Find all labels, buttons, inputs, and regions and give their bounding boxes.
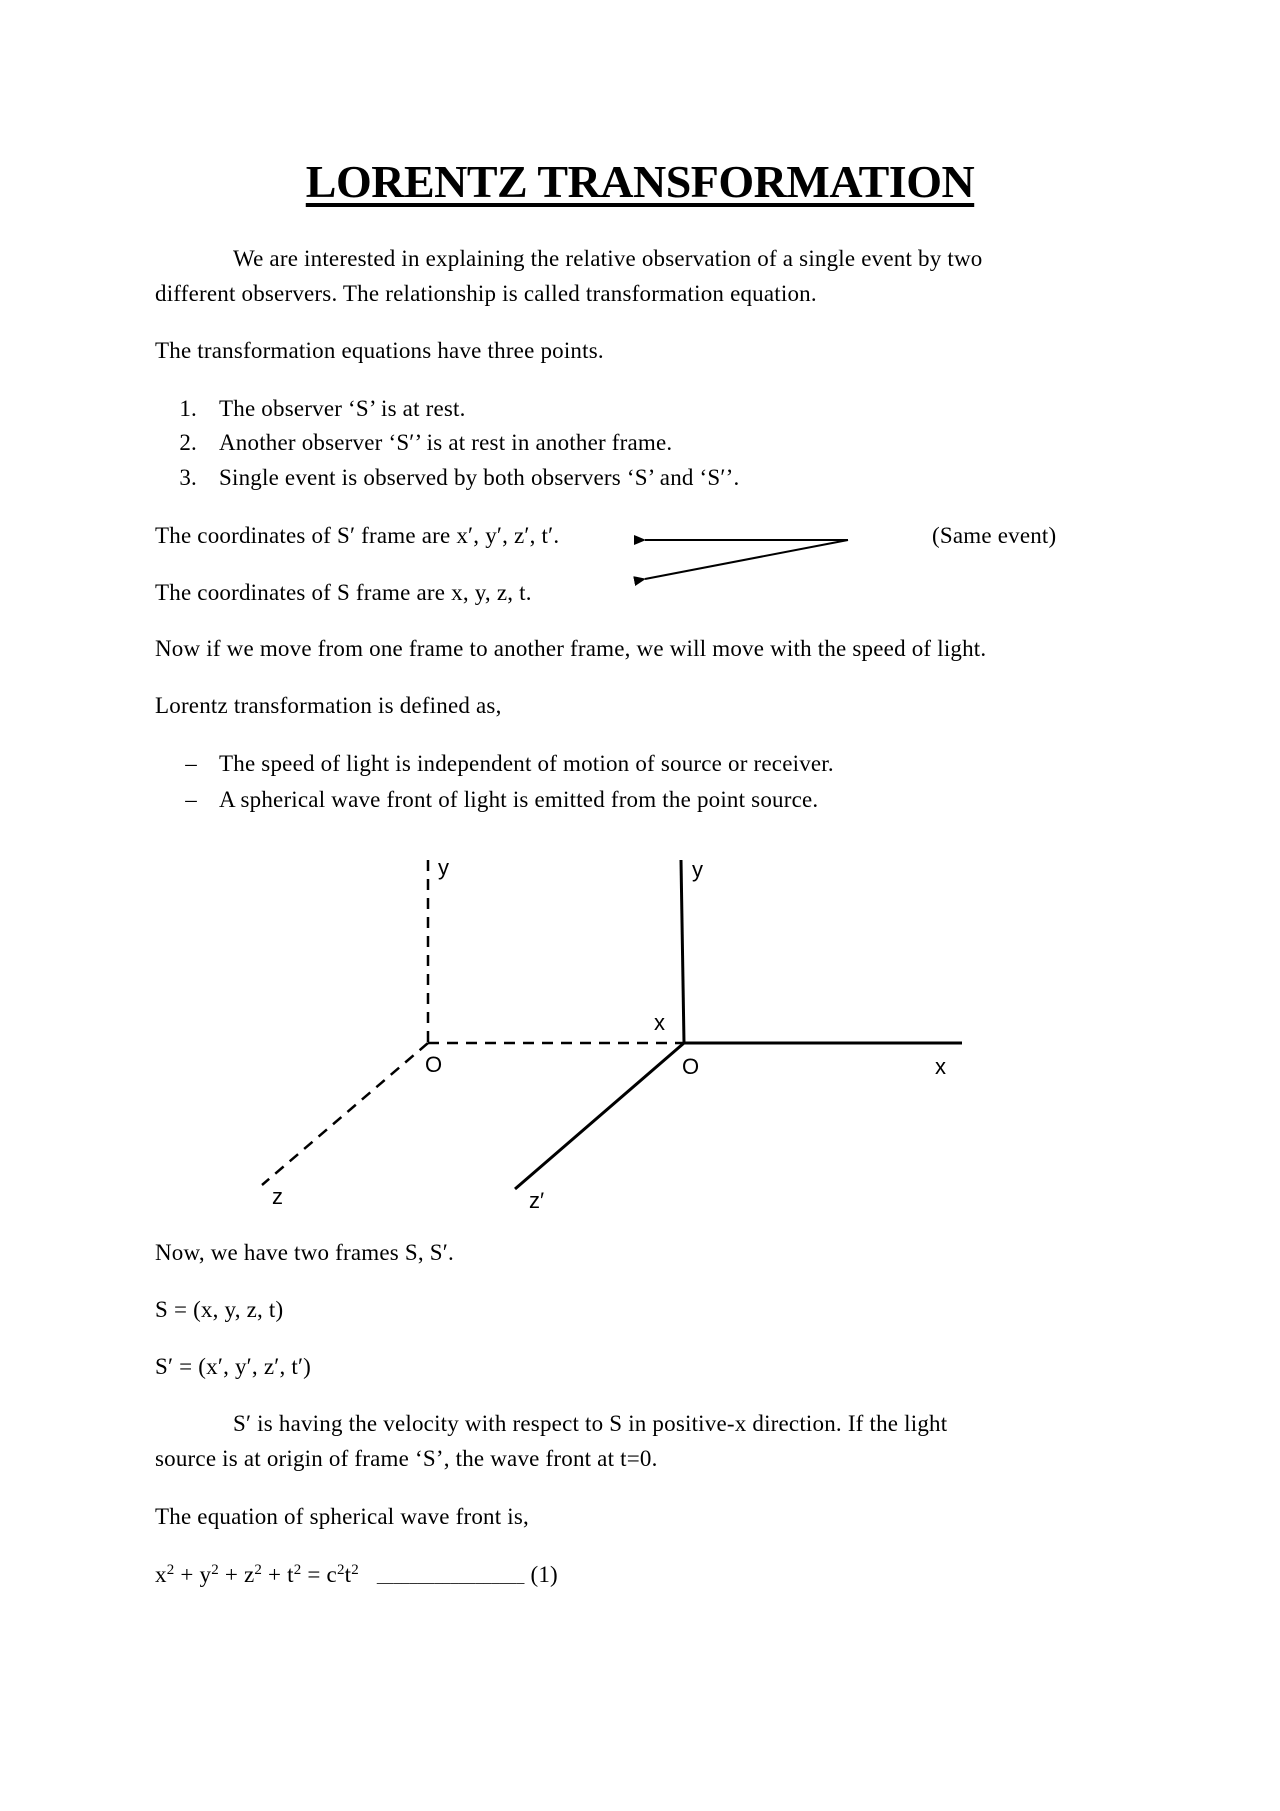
eq-t: t <box>344 1562 352 1587</box>
eq-equals: = <box>307 1562 321 1587</box>
wave-equation <box>155 1558 558 1595</box>
s-equation: S = (x, y, z, t) <box>155 1297 284 1322</box>
bullet-dash: – <box>185 751 197 776</box>
s-prime-origin-label: O <box>682 1054 700 1079</box>
eq-y: y <box>199 1562 212 1587</box>
eq-exp: 2 <box>293 1562 302 1578</box>
bullet-text: A spherical wave front of light is emitted from the point source. <box>219 787 819 812</box>
move-line: Now if we move from one frame to another frame, we will move with the speed of light. <box>155 636 987 661</box>
coords-s-prime: The coordinates of S′ frame are x′, y′, z′, t′. <box>155 523 560 548</box>
list-text: Single event is observed by both observers ‘S’ and ‘S′’. <box>219 465 740 490</box>
eq-exp: 2 <box>336 1562 345 1578</box>
eq-exp: 2 <box>254 1562 263 1578</box>
s-prime-y-axis <box>681 860 684 1043</box>
eq-exp: 2 <box>211 1562 219 1578</box>
same-event-arrows <box>645 540 848 579</box>
list-text: The observer ‘S’ is at rest. <box>219 396 466 421</box>
points-heading: The transformation equations have three points. <box>155 338 604 363</box>
eq-exp: 2 <box>166 1562 175 1578</box>
bullet-text: The speed of light is independent of motion of source or receiver. <box>219 751 834 776</box>
intro-line-2: different observers. The relationship is called transformation equation. <box>155 281 817 306</box>
s-origin-label: O <box>425 1052 443 1077</box>
list-number: 1. <box>179 396 197 421</box>
s-prime-x-label: x <box>935 1054 946 1079</box>
eq-exp: 2 <box>351 1562 359 1578</box>
eq-t: t <box>287 1562 294 1587</box>
s-z-axis <box>262 1043 428 1185</box>
eq-plus: + <box>224 1562 239 1587</box>
two-frames-line: Now, we have two frames S, S′. <box>155 1240 454 1265</box>
eq-blank-line: __________________ <box>376 1569 525 1586</box>
coords-s: The coordinates of S frame are x, y, z, t. <box>155 580 532 605</box>
s-prime-x-left-label: x <box>654 1010 665 1035</box>
wave-heading: The equation of spherical wave front is, <box>155 1504 529 1529</box>
eq-x: x <box>155 1562 167 1587</box>
same-event-label: (Same event) <box>932 523 1057 548</box>
velocity-line-1: S′ is having the velocity with respect to S in positive-x direction. If the light <box>233 1411 948 1436</box>
eq-z: z <box>243 1562 255 1587</box>
s-prime-equation: S′ = (x′, y′, z′, t′) <box>155 1354 312 1379</box>
velocity-line-2: source is at origin of frame ‘S’, the wave front at t=0. <box>155 1446 658 1471</box>
list-number: 2. <box>179 430 197 455</box>
s-z-label: z <box>272 1184 283 1209</box>
coordinate-diagram <box>262 855 962 1213</box>
bullet-dash: – <box>185 787 197 812</box>
eq-plus: + <box>180 1562 194 1587</box>
eq-plus: + <box>268 1562 282 1587</box>
intro-line-1: We are interested in explaining the relative observation of a single event by two <box>233 246 983 271</box>
eq-c: c <box>326 1562 337 1587</box>
arrow-to-s <box>645 540 848 579</box>
s-prime-z-label: z′ <box>529 1188 545 1213</box>
list-text: Another observer ‘S′’ is at rest in another frame. <box>219 430 673 455</box>
eq-label: (1) <box>530 1562 558 1587</box>
list-number: 3. <box>179 465 197 490</box>
lorentz-defined: Lorentz transformation is defined as, <box>155 693 502 718</box>
s-prime-y-label: y <box>692 857 703 882</box>
s-prime-z-axis <box>515 1043 684 1189</box>
page-title: LORENTZ TRANSFORMATION <box>305 156 975 207</box>
s-y-label: y <box>438 855 449 880</box>
